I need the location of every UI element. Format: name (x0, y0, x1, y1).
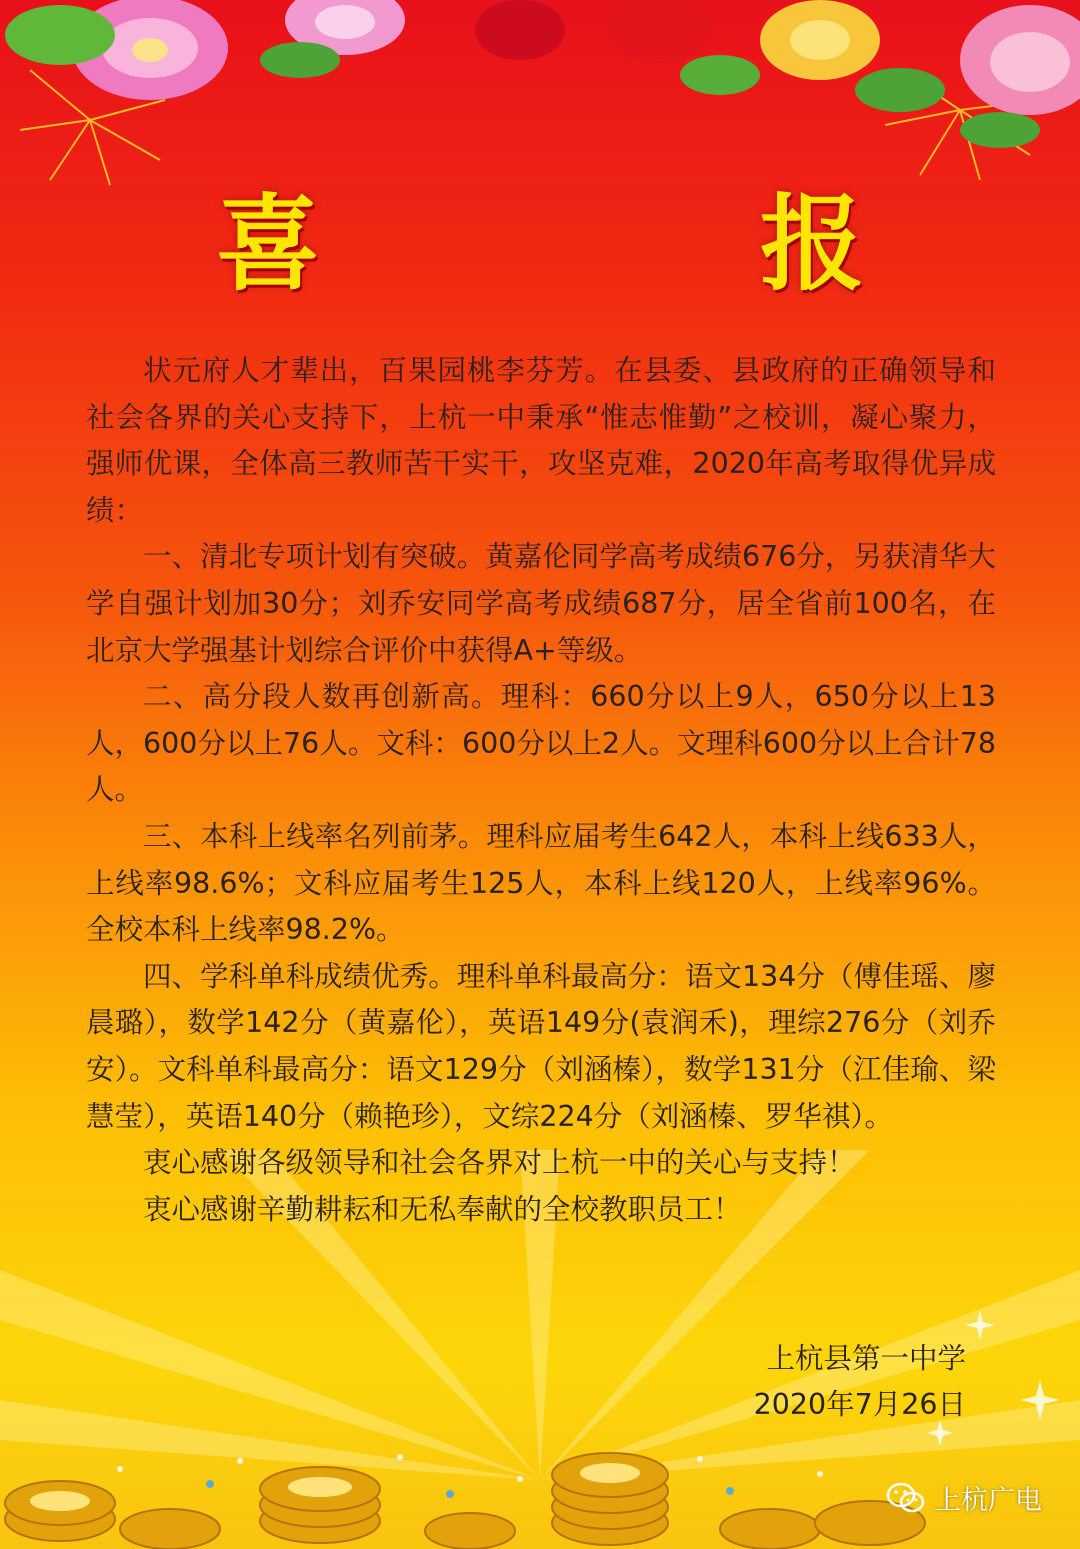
achievement-paragraph-3: 三、本科上线率名列前茅。理科应届考生642人，本科上线633人，上线率98.6%；文科应届考生125人，本科上线120人，上线率96%。全校本科上线率98.2%。 (86, 819, 996, 947)
wechat-icon (886, 1481, 926, 1515)
signature-block (754, 1336, 966, 1428)
achievement-paragraph-2: 二、高分段人数再创新高。理科：660分以上9人，650分以上13人，600分以上76人。文科：600分以上2人。文理科600分以上合计78人。 (86, 680, 996, 807)
channel-watermark (886, 1478, 1042, 1517)
issue-date: 2020年7月26日 (753, 1388, 966, 1421)
thanks-line-2: 衷心感谢辛勤耕耘和无私奉献的全校教职员工！ (143, 1192, 742, 1226)
school-name: 上杭县第一中学 (766, 1342, 966, 1375)
thanks-line-1: 衷心感谢各级领导和社会各界对上杭一中的关心与支持！ (143, 1146, 856, 1180)
achievement-paragraph-4: 四、学科单科成绩优秀。理科单科最高分：语文134分（傅佳瑶、廖晨璐），数学142分（黄嘉伦），英语149分(袁润禾)，理综276分（刘乔安）。文科单科最高分：语文129分（刘涵榛），数学131分（江佳瑜、梁慧莹），英语140分（赖艳珍），文综224分（刘涵榛、罗华祺）。 (86, 959, 996, 1133)
announcement-body (86, 348, 996, 1233)
intro-paragraph: 状元府人才辈出，百果园桃李芬芳。在县委、县政府的正确领导和社会各界的关心支持下，上杭一中秉承“惟志惟勤”之校训，凝心聚力，强师优课，全体高三教师苦干实干，攻坚克难，2020年高考取得优异成绩： (86, 354, 996, 527)
headline-title: 喜 报 (215, 182, 1032, 305)
achievement-paragraph-1: 一、清北专项计划有突破。黄嘉伦同学高考成绩676分，另获清华大学自强计划加30分；刘乔安同学高考成绩687分，居全省前100名，在北京大学强基计划综合评价中获得A+等级。 (86, 540, 996, 667)
watermark-label: 上杭广电 (934, 1485, 1042, 1516)
